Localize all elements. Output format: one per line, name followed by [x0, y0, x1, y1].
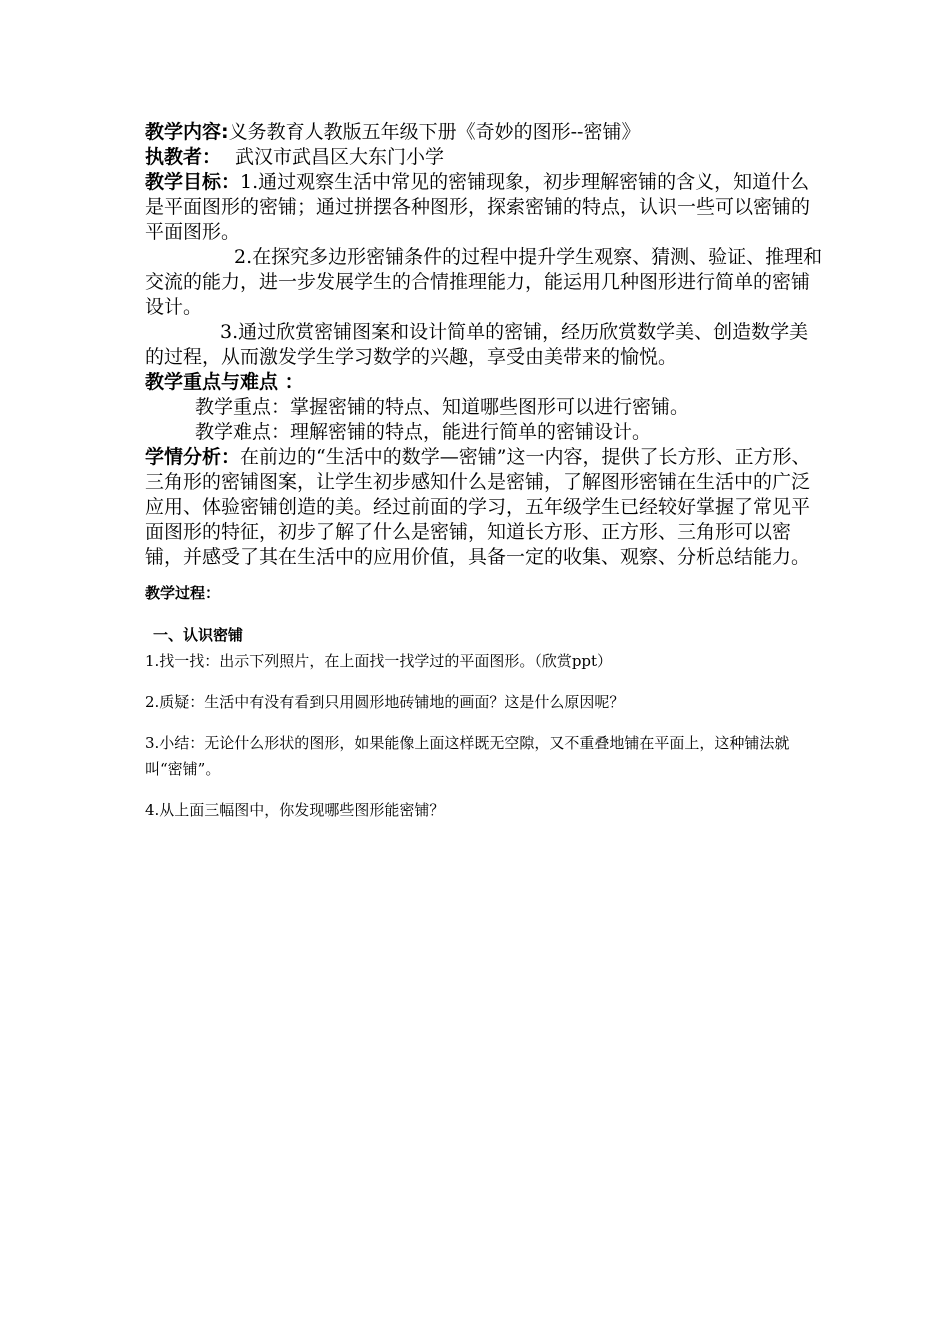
step-3: 3.小结：无论什么形状的图形，如果能像上面这样既无空隙，又不重叠地铺在平面上，这种铺法就叫“密铺”。 — [145, 734, 790, 778]
content-value: 义务教育人教版五年级下册《奇妙的图形--密铺》 — [228, 121, 641, 143]
teacher-line — [145, 145, 825, 170]
teacher-value: 武汉市武昌区大东门小学 — [235, 146, 445, 168]
analysis-value: 在前边的“生活中的数学—密铺”这一内容，提供了长方形、正方形、三角形的密铺图案，让学生初步感知什么是密铺，了解图形密铺在生活中的广泛应用、体验密铺创造的美。经过前面的学习，五年级学生已经较好掌握了常见平面图形的特征，初步了解了什么是密铺，知道长方形、正方形、三角形可以密铺，并感受了其在生活中的应用价值，具备一定的收集、观察、分析总结能力。 — [145, 446, 811, 568]
goals-label: 教学目标： — [145, 171, 241, 193]
step-4: 4.从上面三幅图中，你发现哪些图形能密铺？ — [145, 801, 445, 819]
goal-1 — [145, 170, 825, 245]
step-2: 2.质疑：生活中有没有看到只用圆形地砖铺地的画面？这是什么原因呢？ — [145, 693, 625, 711]
goal-1-text: 1.通过观察生活中常见的密铺现象，初步理解密铺的含义，知道什么是平面图形的密铺；通过拼摆各种图形，探索密铺的特点，认识一些可以密铺的平面图形。 — [145, 171, 811, 243]
content-line — [145, 120, 825, 145]
analysis — [145, 445, 825, 570]
lesson-plan — [145, 120, 825, 838]
step-1: 1.找一找：出示下列照片，在上面找一找学过的平面图形。（欣赏ppt） — [145, 652, 613, 670]
goal-3-text: 3.通过欣赏密铺图案和设计简单的密铺，经历欣赏数学美、创造数学美的过程，从而激发学生学习数学的兴趣，享受由美带来的愉悦。 — [145, 321, 809, 368]
section-1-title: 一、认识密铺 — [153, 626, 244, 644]
content-label: 教学内容: — [145, 121, 229, 143]
key-point: 教学重点：掌握密铺的特点、知道哪些图形可以进行密铺。 — [195, 396, 690, 418]
keypoints-label: 教学重点与难点 ： — [145, 371, 304, 393]
teacher-label: 执教者： — [145, 146, 222, 168]
goal-2 — [145, 245, 825, 320]
process-label: 教学过程： — [145, 584, 221, 602]
goal-3 — [145, 320, 825, 370]
difficulty: 教学难点：理解密铺的特点，能进行简单的密铺设计。 — [195, 421, 652, 443]
analysis-label: 学情分析： — [145, 446, 241, 468]
goal-2-text: 2.在探究多边形密铺条件的过程中提升学生观察、猜测、验证、推理和交流的能力，进一步发展学生的合情推理能力，能运用几种图形进行简单的密铺设计。 — [145, 246, 823, 318]
